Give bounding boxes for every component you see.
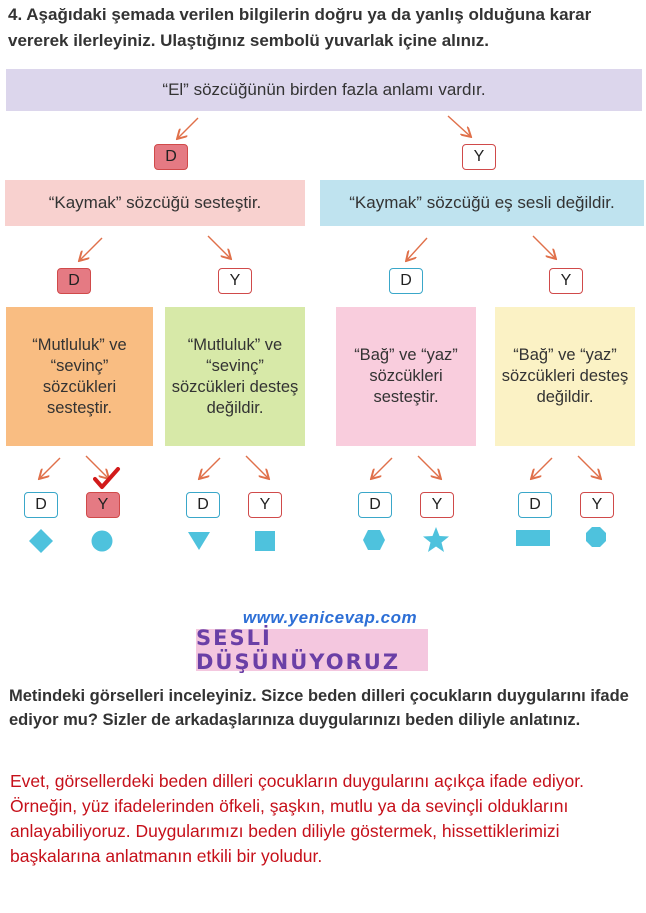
root-d-tag[interactable] — [154, 144, 188, 170]
level5-tag-2-label: Y — [97, 496, 109, 513]
level3-tag-3[interactable] — [389, 268, 423, 294]
root-y-label: Y — [473, 148, 485, 165]
circle-icon[interactable] — [90, 529, 114, 553]
statement-box-3-text: “Bağ” ve “yaz” sözcükleri sesteştir. — [354, 346, 458, 406]
checkmark-icon — [93, 467, 121, 491]
kaymak-es-sesli-text: “Kaymak” sözcüğü eş sesli değildir. — [349, 193, 615, 212]
level3-tag-1[interactable] — [57, 268, 91, 294]
level5-tag-5[interactable] — [358, 492, 392, 518]
star-icon[interactable] — [422, 526, 450, 553]
square-icon[interactable] — [255, 531, 275, 551]
root-y-tag[interactable] — [462, 144, 496, 170]
level5-tag-5-label: D — [369, 496, 381, 513]
statement-box-4 — [495, 307, 635, 446]
root-statement-text: “El” sözcüğünün birden fazla anlamı vardır. — [162, 80, 486, 99]
section-title-box — [196, 626, 428, 674]
level3-tag-2[interactable] — [218, 268, 252, 294]
kaymak-sesteş-statement — [5, 180, 305, 226]
site-watermark: www.yenicevap.com — [242, 608, 418, 627]
level5-tag-2[interactable] — [86, 492, 120, 518]
diamond-icon[interactable] — [28, 528, 54, 554]
rectangle-icon[interactable] — [516, 530, 550, 546]
level5-tag-6-label: Y — [431, 496, 443, 513]
kaymak-es-sesli-statement — [320, 180, 644, 226]
question-body: Aşağıdaki şemada verilen bilgilerin doğru ya da yanlış olduğuna karar vererek ilerleyiniz. Ulaştığınız sembolü yuvarlak içine alınız. — [8, 5, 592, 50]
kaymak-sesteş-text: “Kaymak” sözcüğü sesteştir. — [48, 193, 262, 212]
level5-tag-3-label: D — [197, 496, 209, 513]
statement-box-3 — [336, 307, 476, 446]
triangle-icon[interactable] — [187, 531, 211, 551]
level5-tag-8[interactable] — [580, 492, 614, 518]
level3-tag-2-label: Y — [229, 272, 241, 289]
hexagon-icon[interactable] — [362, 529, 386, 551]
level5-tag-1[interactable] — [24, 492, 58, 518]
level3-tag-1-label: D — [68, 272, 80, 289]
answer-text: Evet, görsellerdeki beden dilleri çocukların duygularını açıkça ifade ediyor. Örneğin, yüz ifadelerinden öfkeli, şaşkın, mutlu ya da sevinçli olduklarını anlayabiliyoruz. Duygularımızı beden diliyle göstermek, hissettiklerimizi başkalarına anlatmanın etkili bir yoludur. — [10, 771, 584, 866]
statement-box-4-text: “Bağ” ve “yaz” sözcükleri desteş değildir. — [501, 346, 629, 406]
question-text — [8, 2, 644, 54]
octagon-icon[interactable] — [585, 526, 607, 548]
question-number: 4. — [8, 5, 23, 24]
section-title: SESLİ DÜŞÜNÜYORUZ — [196, 626, 401, 674]
level3-tag-4[interactable] — [549, 268, 583, 294]
level5-tag-4[interactable] — [248, 492, 282, 518]
level5-tag-7-label: D — [529, 496, 541, 513]
instruction-paragraph: Metindeki görselleri inceleyiniz. Sizce beden dilleri çocukların duygularını ifade ediyor mu? Sizler de arkadaşlarınıza duygularınızı beden diliyle anlatınız. — [9, 687, 629, 729]
root-statement — [6, 69, 642, 111]
statement-box-1-text: “Mutluluk” ve “sevinç” sözcükleri sesteştir. — [32, 335, 127, 417]
root-d-label: D — [165, 148, 177, 165]
level3-tag-4-label: Y — [560, 272, 572, 289]
level5-tag-1-label: D — [35, 496, 47, 513]
level5-tag-6[interactable] — [420, 492, 454, 518]
statement-box-2-text: “Mutluluk” ve “sevinç” sözcükleri desteş değildir. — [171, 335, 299, 417]
level5-tag-3[interactable] — [186, 492, 220, 518]
level3-tag-3-label: D — [400, 272, 412, 289]
level5-tag-7[interactable] — [518, 492, 552, 518]
level5-tag-8-label: Y — [591, 496, 603, 513]
statement-box-1 — [6, 307, 153, 446]
level5-tag-4-label: Y — [259, 496, 271, 513]
statement-box-2 — [165, 307, 305, 446]
